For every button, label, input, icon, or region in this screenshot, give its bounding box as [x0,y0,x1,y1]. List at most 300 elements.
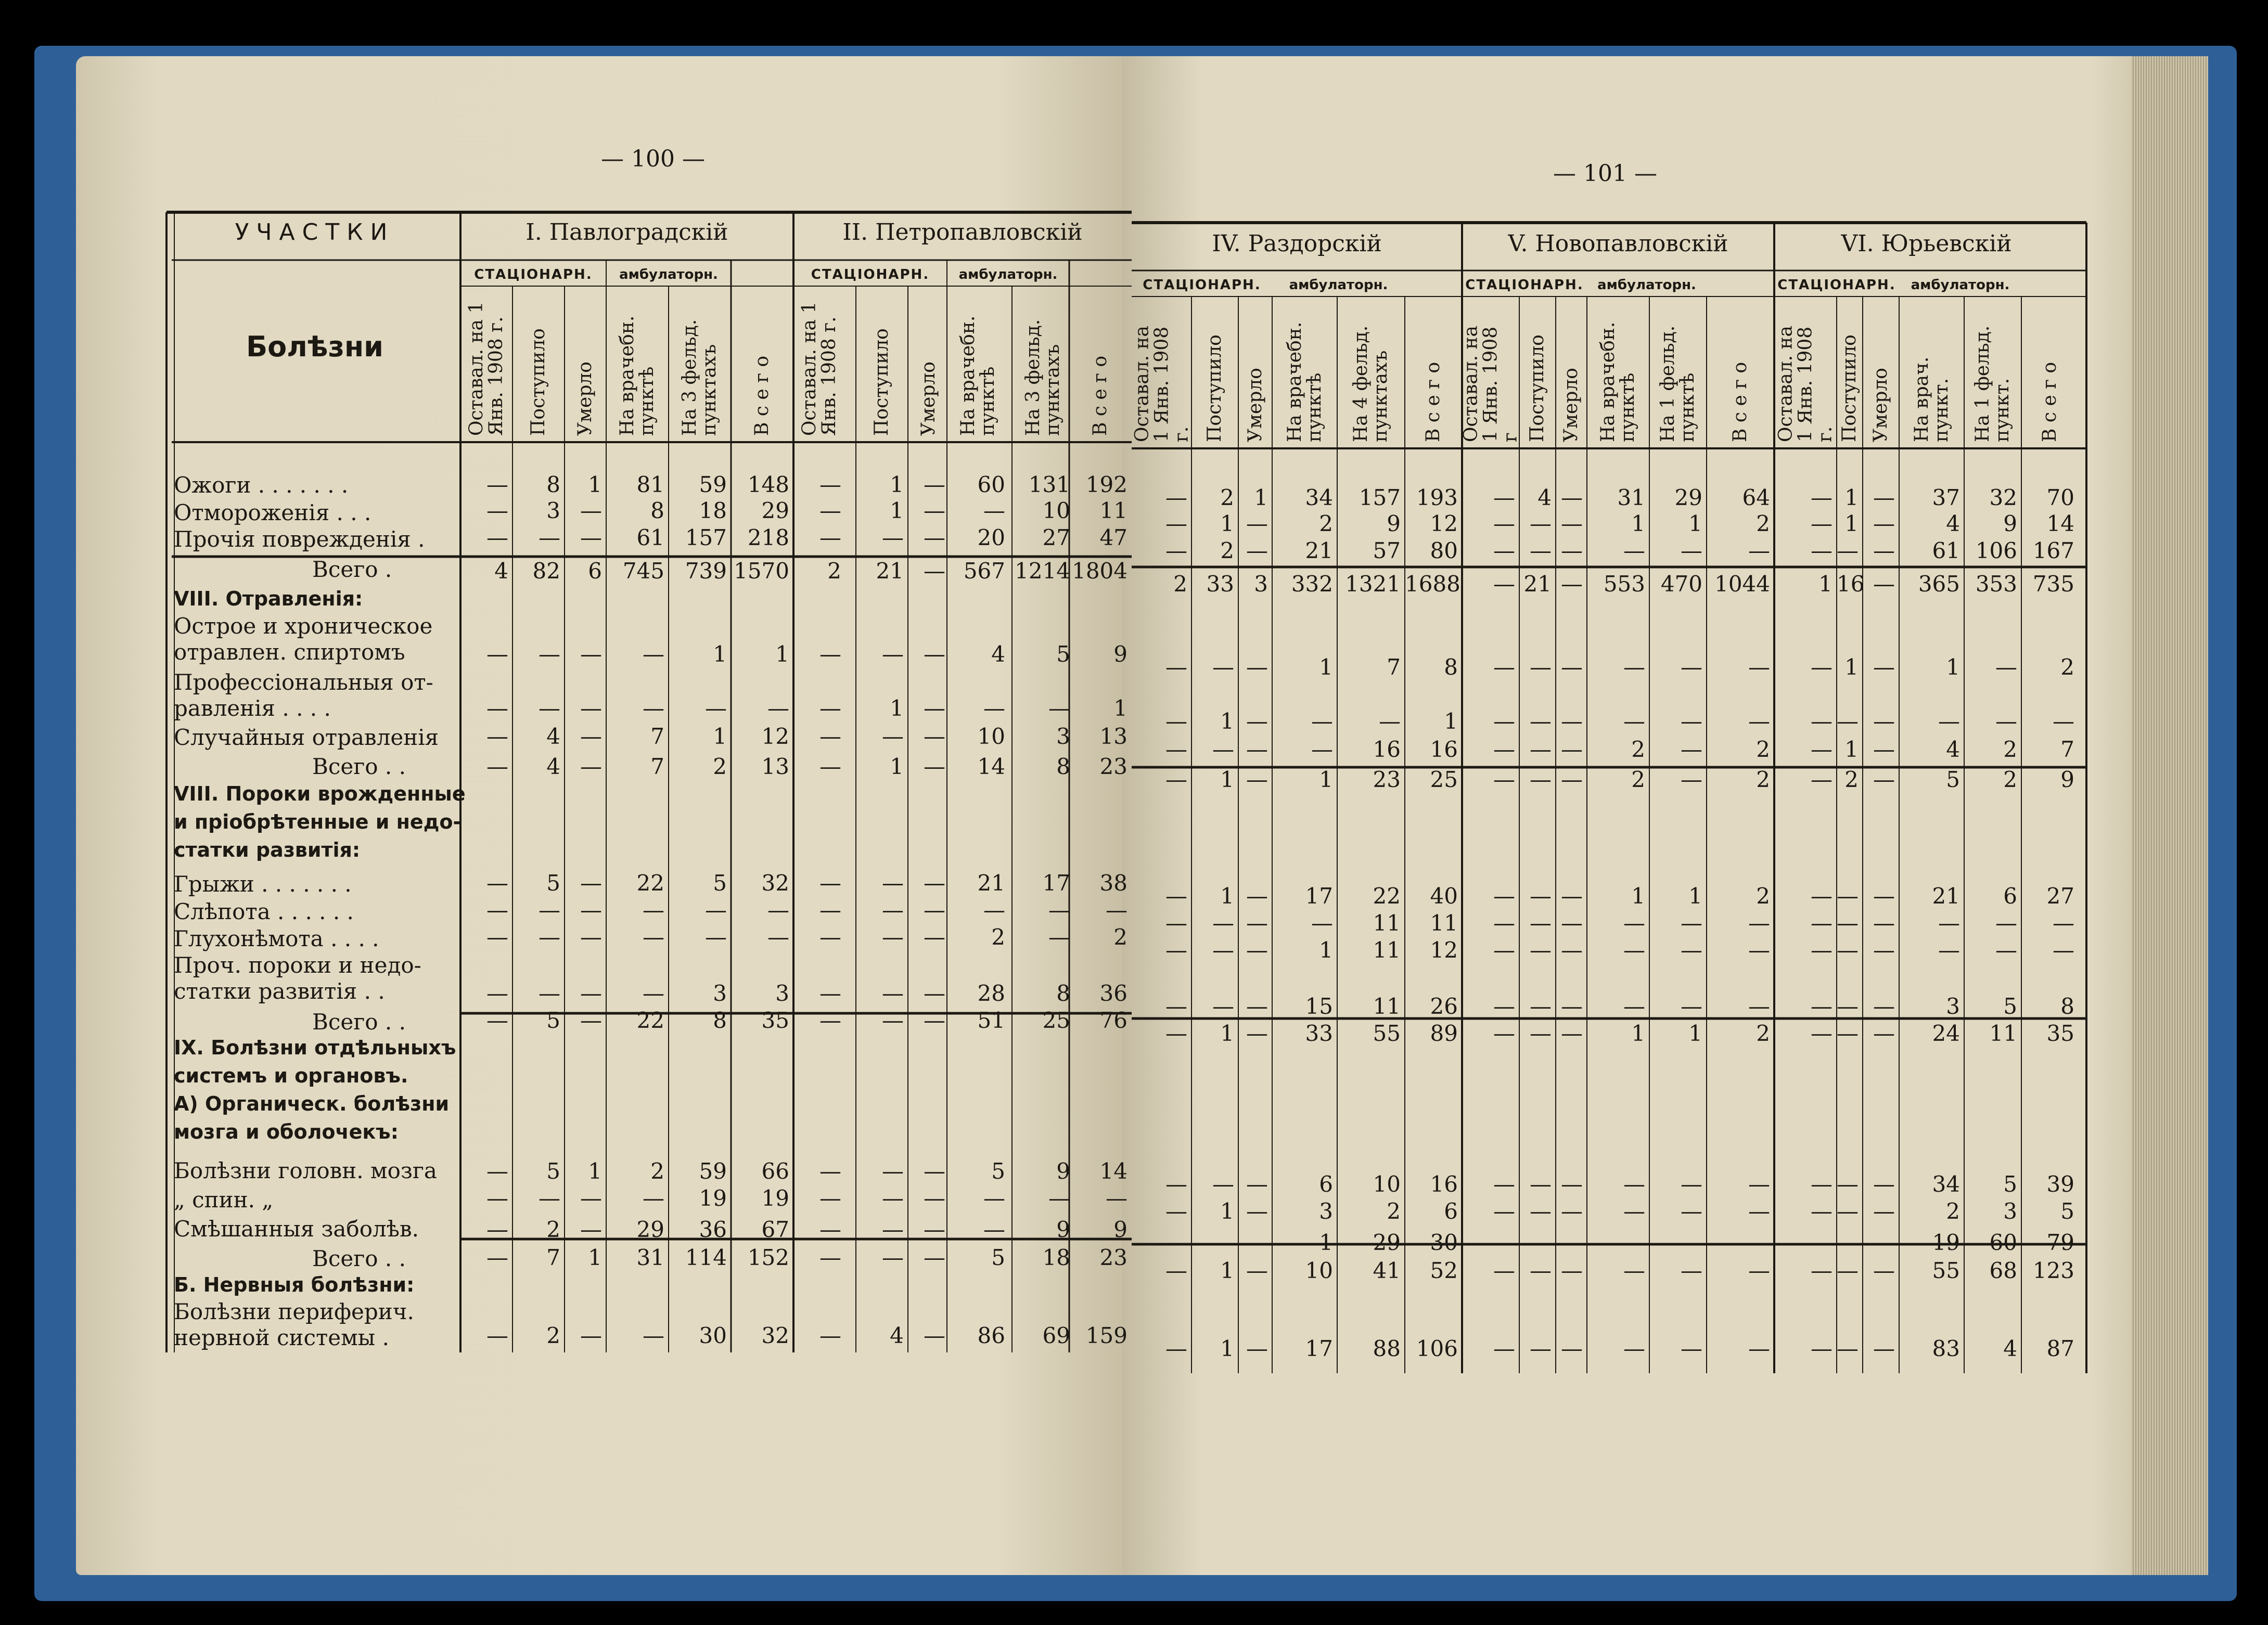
data-cell: 23 [1099,754,1127,779]
data-cell: — [580,1323,602,1348]
row-label: „ спин. „ [174,1187,274,1213]
data-cell: — [1623,994,1645,1019]
data-cell: — [1530,737,1552,762]
data-cell: 5 [991,1245,1005,1270]
data-cell: — [1048,695,1070,721]
data-cell: — [924,1158,945,1184]
column-header: На врачебн. пунктѣ [1597,321,1638,442]
data-cell: 14 [1099,1158,1127,1184]
data-cell: — [580,1185,602,1211]
data-cell: — [1748,910,1770,936]
data-cell: — [1246,937,1268,963]
data-cell: 9 [1113,1217,1127,1242]
data-cell: — [1837,708,1859,734]
data-cell: — [1681,994,1702,1019]
data-cell: — [1530,994,1552,1019]
column-header: Оставал. на 1 Янв. 1908 г [1460,326,1521,442]
data-cell: — [1748,654,1770,680]
data-cell: — [767,897,789,923]
data-cell: — [1748,1258,1770,1283]
data-cell: 2 [2003,737,2017,762]
data-cell: — [580,897,602,923]
data-cell: 2 [1387,1198,1401,1224]
data-cell: 6 [588,558,602,584]
data-cell: 11 [1099,498,1127,523]
data-cell: — [580,1217,602,1242]
row-label: статки развитія . . [174,978,385,1004]
data-cell: — [1212,1230,1234,1255]
data-cell: — [924,498,945,523]
data-cell: 33 [1305,1021,1333,1046]
data-cell: 26 [1430,994,1458,1019]
data-cell: — [1246,1021,1268,1046]
data-cell: — [1873,910,1895,936]
data-cell: — [1748,538,1770,563]
data-cell: 9 [1056,1158,1070,1184]
data-cell: — [924,754,945,779]
data-cell: — [1493,737,1515,762]
column-header: Умерло [574,362,596,436]
data-cell: — [1530,767,1552,792]
data-cell: 55 [1373,1021,1401,1046]
data-cell: — [1493,511,1515,536]
data-cell: — [1837,1230,1859,1255]
row-label: Болѣзни периферич. [174,1299,414,1324]
data-cell: — [1246,511,1268,536]
data-cell: — [580,924,602,950]
data-cell: — [643,981,664,1006]
data-cell: 9 [2060,767,2074,792]
data-cell: — [1873,937,1895,963]
column-header: На врачебн. пунктѣ [1284,321,1325,442]
row-label: Случайныя отравленія [174,725,439,750]
data-cell: — [1748,1171,1770,1197]
data-cell: 1 [890,498,904,523]
data-cell: — [1873,708,1895,734]
data-cell: 67 [761,1217,789,1242]
data-cell: — [1530,1230,1552,1255]
data-cell: — [924,981,945,1006]
data-cell: 123 [2032,1258,2074,1283]
data-cell: 2 [1631,737,1645,762]
data-cell: — [1873,1171,1895,1197]
data-cell: 10 [977,724,1005,749]
data-cell: 1 [1631,883,1645,909]
data-cell: — [1212,910,1234,936]
data-cell: 192 [1085,472,1127,497]
data-cell: 24 [1932,1021,1960,1046]
data-cell: — [486,1008,508,1033]
data-cell: — [1212,937,1234,963]
data-cell: 2 [827,558,841,584]
data-cell: — [882,641,904,667]
group-ambulatory: амбулаторн. [1289,277,1388,293]
data-cell: — [1561,511,1583,536]
data-cell: 365 [1918,571,1960,597]
data-cell: 59 [699,472,727,497]
data-cell: — [882,525,904,550]
data-cell: — [819,724,841,749]
data-cell: 23 [1373,767,1401,792]
data-cell: 21 [1932,883,1960,909]
data-cell: — [486,695,508,721]
data-cell: 1 [1220,708,1234,734]
section-heading: А) Органическ. болѣзни [174,1092,450,1115]
district-name: II. Петропавловскій [842,219,1083,246]
data-cell: 2 [1631,767,1645,792]
group-stationary: СТАЦІОНАРН. [811,267,930,282]
data-cell: 157 [685,525,727,550]
data-cell: 1 [1220,883,1234,909]
data-cell: 3 [1056,724,1070,749]
data-cell: 1 [1631,511,1645,536]
data-cell: — [1212,654,1234,680]
data-cell: — [882,870,904,896]
data-cell: — [924,1008,945,1033]
data-cell: 9 [1056,1217,1070,1242]
data-cell: — [819,924,841,950]
data-cell: — [1530,1171,1552,1197]
data-cell: — [486,924,508,950]
data-cell: 14 [977,754,1005,779]
data-cell: — [1681,910,1702,936]
data-cell: 34 [1932,1171,1960,1197]
data-cell: 3 [546,498,560,523]
column-header: Оставал. на 1 Янв. 1908 г. [799,301,840,436]
data-cell: 7 [2060,737,2074,762]
data-cell: — [1873,994,1895,1019]
district-name: VI. Юрьевскій [1841,230,2012,257]
data-cell: 36 [1099,981,1127,1006]
data-cell: 17 [1305,883,1333,909]
data-cell: — [1561,1230,1583,1255]
data-cell: — [1811,883,1833,909]
data-cell: — [486,1158,508,1184]
group-ambulatory: амбулаторн. [619,267,718,282]
data-cell: 106 [1975,538,2017,563]
data-cell: 5 [713,870,727,896]
column-header: В с е г о [1423,362,1444,442]
data-cell: 1 [1319,1230,1333,1255]
data-cell: 3 [1254,571,1268,597]
data-cell: — [819,695,841,721]
column-header: Умерло [918,362,940,436]
data-cell: 36 [699,1217,727,1242]
data-cell: 1 [1688,511,1702,536]
data-cell: — [1165,1171,1187,1197]
data-cell: — [882,1185,904,1211]
data-cell: 41 [1373,1258,1401,1283]
data-cell: — [882,724,904,749]
data-cell: 1214 [1015,558,1070,584]
data-cell: 7 [650,754,664,779]
data-cell: 3 [1319,1198,1333,1224]
data-cell: — [643,897,664,923]
column-header: На 3 фельд. пунктахъ [679,319,720,436]
data-cell: 148 [747,472,789,497]
data-cell: — [882,981,904,1006]
data-cell: — [1623,937,1645,963]
data-cell: 1 [588,1245,602,1270]
data-cell: 193 [1416,485,1458,510]
data-cell: — [1246,994,1268,1019]
data-cell: 11 [1430,910,1458,936]
data-cell: — [1165,937,1187,963]
data-cell: — [1681,737,1702,762]
column-header: На 3 фельд. пунктахъ [1022,319,1063,436]
data-cell: — [1246,708,1268,734]
data-cell: — [1493,994,1515,1019]
data-cell: — [1493,1021,1515,1046]
data-cell: — [1748,1336,1770,1361]
column-header: В с е г о [1090,355,1111,436]
data-cell: — [1811,511,1833,536]
section-heading: и пріобрѣтенные и недо- [174,810,462,833]
data-cell: — [1748,1230,1770,1255]
data-cell: — [486,1217,508,1242]
data-cell: 1 [775,641,789,667]
data-cell: 1804 [1072,558,1127,584]
data-cell: 1 [1220,1258,1234,1283]
data-cell: 152 [747,1245,789,1270]
data-cell: 9 [1113,641,1127,667]
data-cell: — [1246,1230,1268,1255]
data-cell: 2 [2060,654,2074,680]
data-cell: — [1530,1336,1552,1361]
data-cell: — [1246,737,1268,762]
data-cell: 5 [991,1158,1005,1184]
data-cell: 1321 [1345,571,1401,597]
data-cell: — [882,1008,904,1033]
data-cell: — [1165,1230,1187,1255]
data-cell: — [1811,654,1833,680]
data-cell: — [705,897,727,923]
column-header: В с е г о [751,355,773,436]
data-cell: 12 [1430,937,1458,963]
data-cell: 19 [1932,1230,1960,1255]
data-cell: — [1212,1171,1234,1197]
data-cell: 1 [1844,485,1859,510]
data-cell: — [539,897,560,923]
data-cell: — [1493,1198,1515,1224]
data-cell: — [1165,1336,1187,1361]
data-cell: — [983,897,1005,923]
row-label: Профессіональныя от- [174,669,433,695]
data-cell: — [1623,910,1645,936]
data-cell: — [1811,538,1833,563]
data-cell: 1 [1319,937,1333,963]
data-cell: — [643,641,664,667]
diseases-header: Болѣзни [246,330,384,363]
data-cell: — [1681,937,1702,963]
data-cell: 4 [546,724,560,749]
column-header: Умерло [1870,368,1892,442]
data-cell: 353 [1975,571,2017,597]
data-cell: 19 [699,1185,727,1211]
section-heading: Б. Нервныя болѣзни: [174,1273,415,1296]
data-cell: — [486,525,508,550]
data-cell: — [1811,767,1833,792]
column-header: В с е г о [2039,362,2061,442]
data-cell: 1 [588,472,602,497]
data-cell: 553 [1603,571,1645,597]
data-cell: — [819,981,841,1006]
data-cell: — [819,1323,841,1348]
data-cell: 11 [1989,1021,2017,1046]
data-cell: 38 [1099,870,1127,896]
data-cell: — [819,641,841,667]
data-cell: — [1811,1171,1833,1197]
data-cell: 4 [546,754,560,779]
data-cell: — [1748,1198,1770,1224]
data-cell: 2 [1756,737,1770,762]
column-header: На врачебн. пунктѣ [957,315,998,436]
data-cell: — [539,641,560,667]
data-cell: — [580,498,602,523]
data-cell: — [819,1185,841,1211]
data-cell: — [486,472,508,497]
data-cell: — [1811,1198,1833,1224]
data-cell: — [819,1008,841,1033]
data-cell: — [1995,708,2017,734]
data-cell: — [1165,1258,1187,1283]
row-label: Прочія поврежденія . [174,526,425,552]
data-cell: — [1837,883,1859,909]
data-cell: — [1530,511,1552,536]
data-cell: — [1106,1185,1127,1211]
data-cell: 4 [1946,737,1960,762]
data-cell: 1 [1844,654,1859,680]
column-header: Поступило [528,328,549,436]
data-cell: 12 [761,724,789,749]
column-header: На врачебн. пунктѣ [617,315,658,436]
data-cell: 52 [1430,1258,1458,1283]
data-cell: 4 [890,1323,904,1348]
data-cell: 332 [1291,571,1333,597]
data-cell: — [1311,708,1333,734]
data-cell: — [1165,708,1187,734]
data-cell: 22 [636,870,664,896]
data-cell: — [1530,910,1552,936]
data-cell: — [1165,910,1187,936]
row-label-total: Всего . . [312,1009,406,1035]
data-cell: 60 [1989,1230,2017,1255]
row-label: равленія . . . . [174,695,331,721]
data-cell: — [1837,1336,1859,1361]
data-cell: 745 [622,558,664,584]
data-cell: — [1623,654,1645,680]
data-cell: 83 [1932,1336,1960,1361]
data-cell: — [1246,1171,1268,1197]
data-cell: — [486,1323,508,1348]
data-cell: — [643,695,664,721]
data-cell: — [486,754,508,779]
data-cell: — [882,897,904,923]
data-cell: 2 [1756,1021,1770,1046]
data-cell: — [1681,1230,1702,1255]
data-cell: — [924,472,945,497]
column-header: Поступило [1527,334,1548,442]
data-cell: — [486,981,508,1006]
data-cell: 15 [1305,994,1333,1019]
data-cell: — [1681,654,1702,680]
data-cell: 3 [713,981,727,1006]
data-cell: 29 [1373,1230,1401,1255]
data-cell: — [1561,571,1583,597]
data-cell: — [1493,883,1515,909]
data-cell: — [1048,897,1070,923]
data-cell: — [1165,737,1187,762]
data-cell: — [1530,1021,1552,1046]
section-heading: статки развитія: [174,839,361,861]
data-cell: — [1561,767,1583,792]
district-name: V. Новопавловскій [1508,230,1728,257]
data-cell: 10 [1305,1258,1333,1283]
data-cell: 7 [1387,654,1401,680]
data-cell: — [1493,1230,1515,1255]
data-cell: — [2053,910,2074,936]
data-cell: — [1623,708,1645,734]
data-cell: 8 [2060,994,2074,1019]
data-cell: — [580,525,602,550]
data-cell: 20 [977,525,1005,550]
data-cell: 167 [2032,538,2074,563]
row-label-total: Всего . . [312,1246,406,1271]
data-cell: — [1811,1230,1833,1255]
data-cell: — [1623,1258,1645,1283]
data-cell: — [1681,1198,1702,1224]
data-cell: — [1493,1258,1515,1283]
data-cell: — [1873,538,1895,563]
data-cell: — [983,695,1005,721]
data-cell: — [643,1323,664,1348]
data-cell: — [1561,1258,1583,1283]
data-cell: — [1530,937,1552,963]
data-cell: 1 [1220,1021,1234,1046]
data-cell: — [1493,571,1515,597]
data-cell: 1 [1844,511,1859,536]
data-cell: — [819,1158,841,1184]
data-cell: — [1530,538,1552,563]
data-cell: — [767,695,789,721]
data-cell: 47 [1099,525,1127,550]
data-cell: — [1048,1185,1070,1211]
data-cell: — [2053,708,2074,734]
data-cell: — [1873,767,1895,792]
data-cell: — [580,870,602,896]
data-cell: — [1681,538,1702,563]
data-cell: — [1873,737,1895,762]
data-cell: 8 [713,1008,727,1033]
data-cell: — [1165,1021,1187,1046]
data-cell: 5 [546,1158,560,1184]
data-cell: 10 [1373,1171,1401,1197]
data-cell: — [1995,910,2017,936]
data-cell: — [1811,1021,1833,1046]
data-cell: 59 [699,1158,727,1184]
data-cell: 2 [1319,511,1333,536]
data-cell: 157 [1359,485,1401,510]
data-cell: 40 [1430,883,1458,909]
data-cell: — [924,870,945,896]
data-cell: — [819,1245,841,1270]
data-cell: — [1493,937,1515,963]
data-cell: 106 [1416,1336,1458,1361]
data-cell: 35 [2046,1021,2074,1046]
data-cell: 16 [1430,737,1458,762]
section-heading: VIII. Отравленія: [174,587,363,610]
data-cell: 8 [1056,754,1070,779]
